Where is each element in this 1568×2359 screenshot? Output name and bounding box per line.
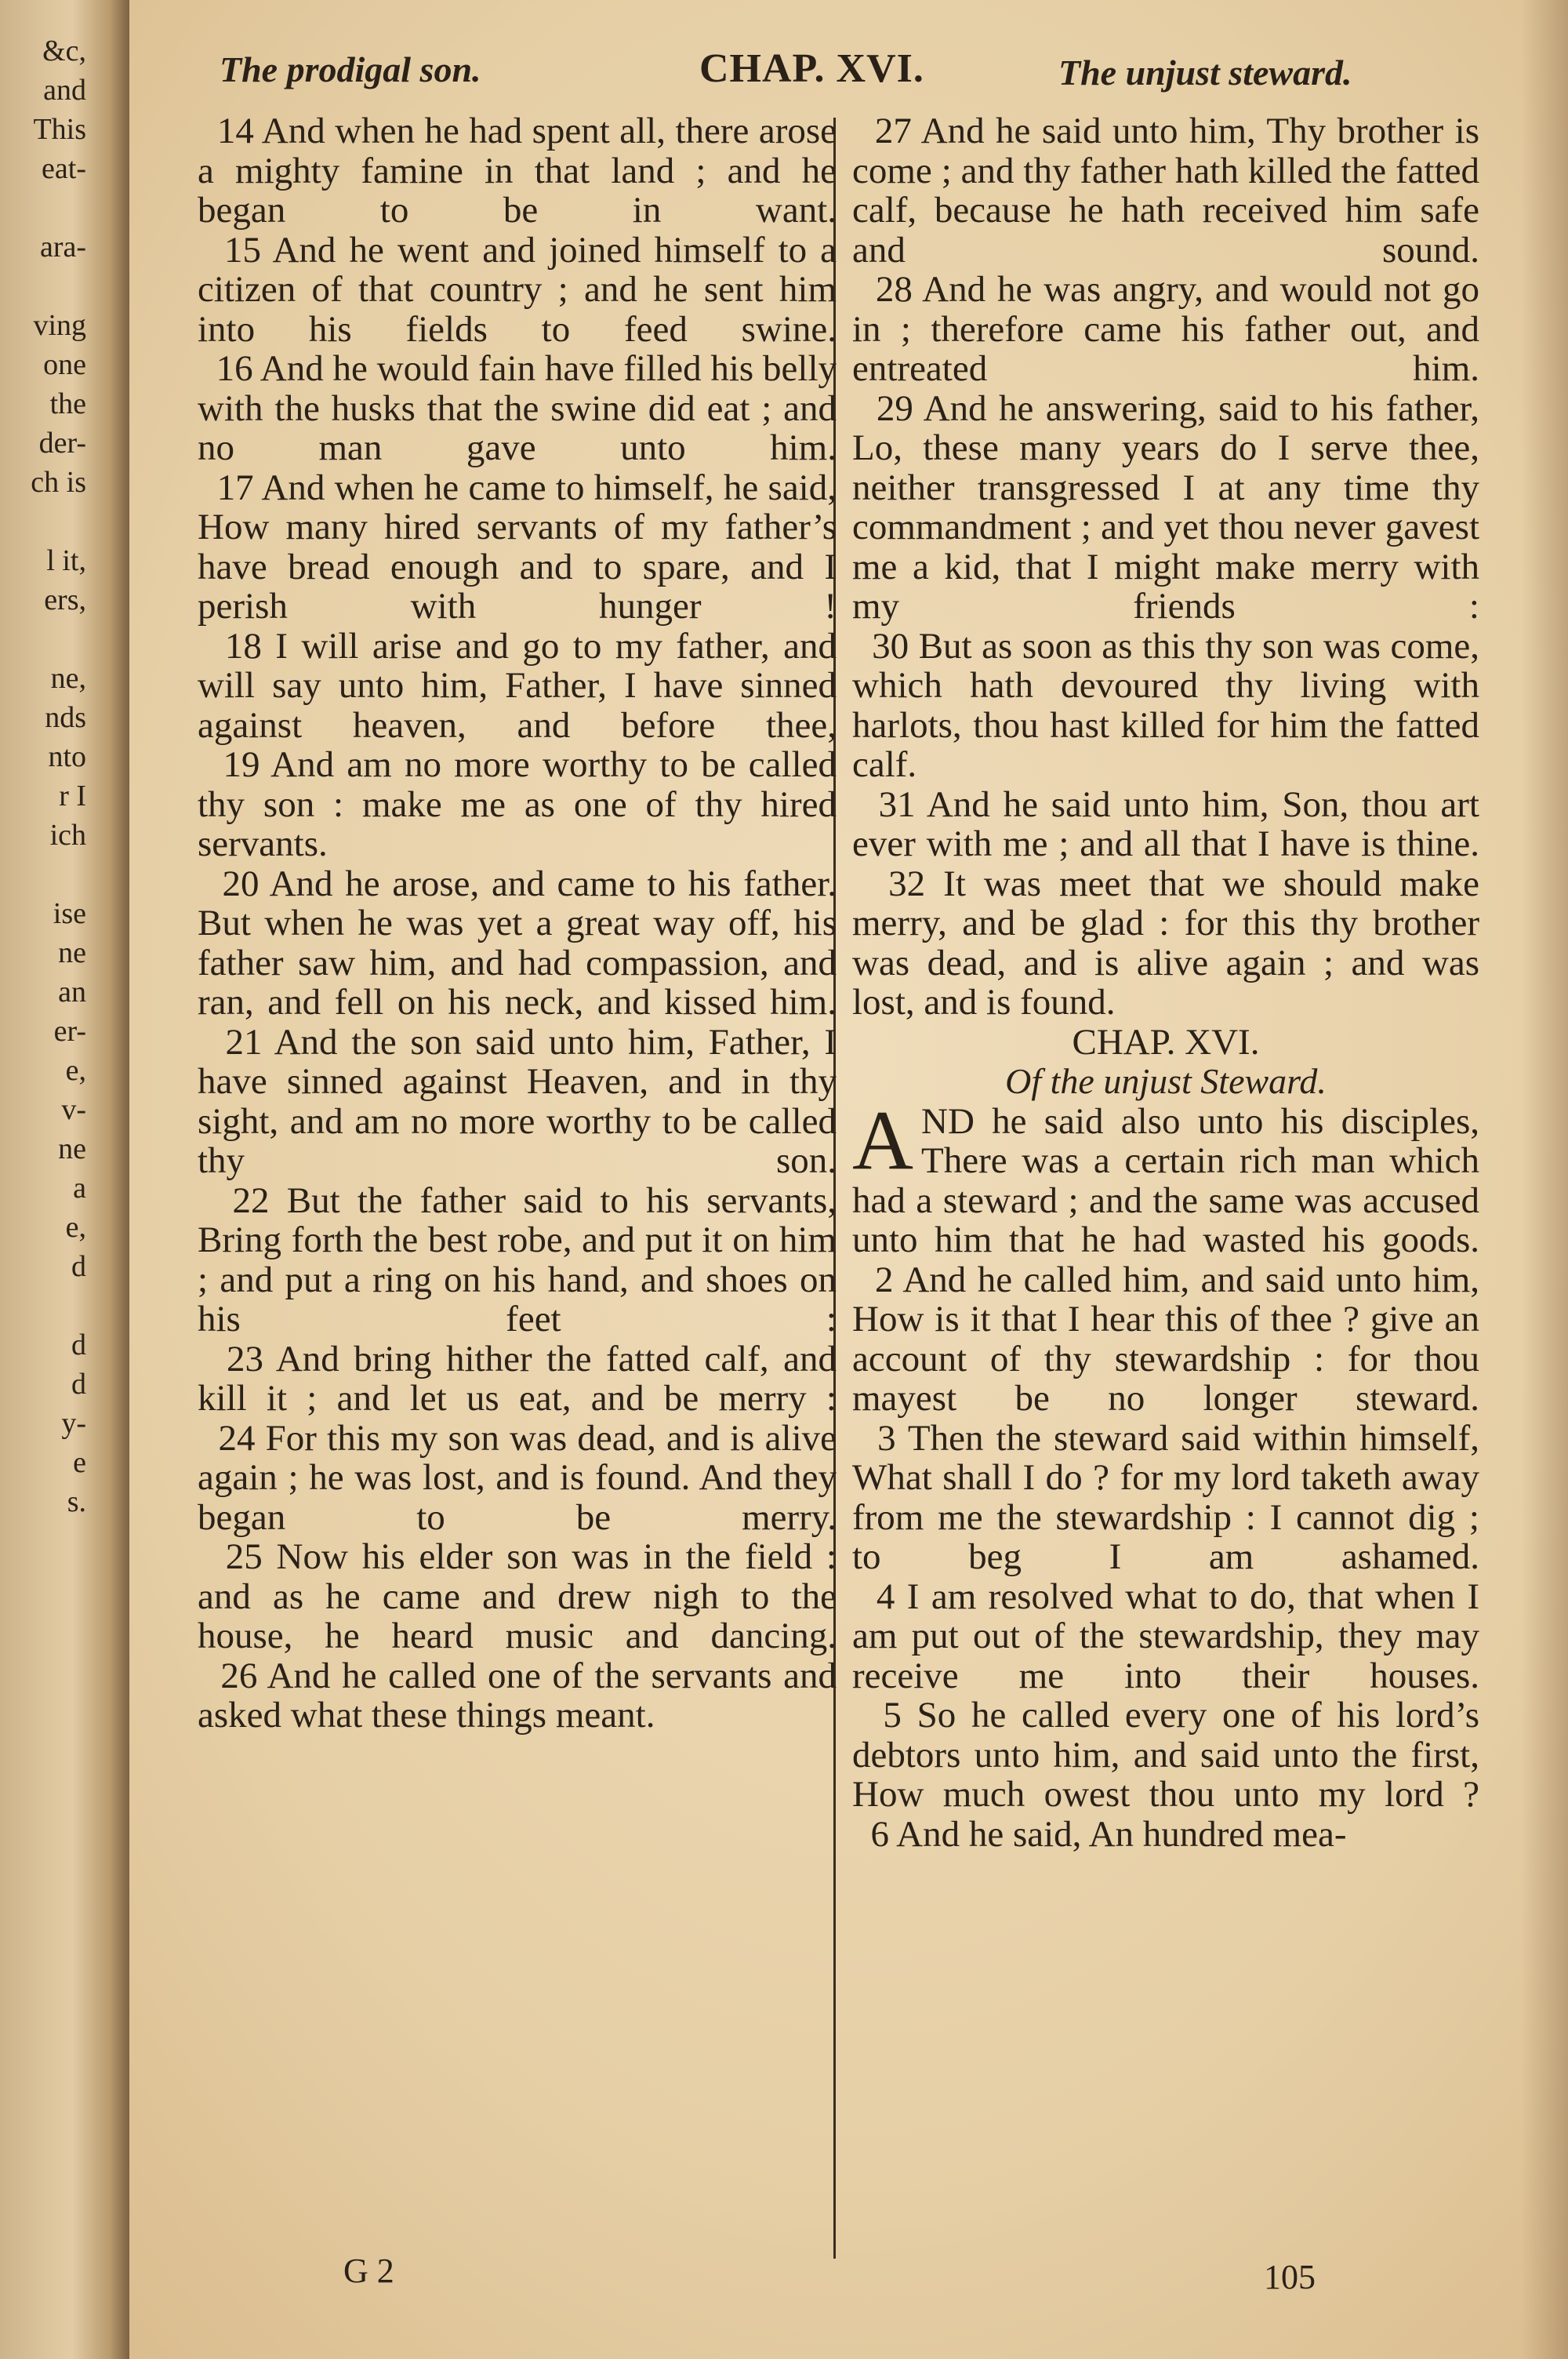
fragment-line: nto: [48, 740, 86, 773]
verse: [198, 111, 837, 231]
verse-text: And he was angry, and would not go in ; therefore came his father out, and entreated him.: [852, 269, 1479, 389]
fragment-line: a: [73, 1172, 86, 1205]
verse: [198, 1023, 837, 1181]
header-chapter: CHAP. XVI.: [699, 46, 924, 91]
fragment-line: [0, 502, 94, 541]
fragment-line: &c,: [42, 35, 86, 67]
fragment-line: d: [71, 1250, 86, 1283]
verse: [198, 349, 837, 468]
verse-text: And he answering, said to his father, Lo, these many years do I serve thee, neither transgressed I at any time thy commandment ; and yet thou never gavest me a kid, that I might make merry with my friends :: [852, 387, 1479, 627]
verse-number: 20: [222, 863, 260, 904]
verse: [852, 864, 1479, 1023]
verse-number: 26: [220, 1655, 258, 1696]
verse-text: But as soon as this thy son was come, which hath devoured thy living with harlots, thou hast killed for him the fatted calf.: [852, 625, 1480, 785]
fragment-line: d: [71, 1329, 86, 1361]
verse: [852, 627, 1479, 785]
fragment-line: [0, 620, 94, 659]
verse-number: 18: [224, 625, 262, 667]
fragment-line: v-: [61, 1093, 86, 1126]
verse-number: 17: [216, 467, 254, 508]
verse-text: And when he came to himself, he said, How many hired servants of my father’s have bread enough and to spare, and I perish with hunger !: [198, 467, 837, 627]
fragment-line: This: [33, 113, 86, 146]
header-right: The unjust steward.: [1058, 53, 1352, 93]
fragment-line: ne: [58, 1132, 86, 1165]
verse: [198, 864, 837, 1023]
verse-number: 28: [875, 269, 913, 310]
fragment-line: one: [43, 348, 86, 381]
verse-text: Then the steward said within himself, What shall I do ? for my lord taketh away from me the stewardship : I cannot dig ; to beg I am ashamed.: [852, 1417, 1479, 1577]
previous-page-fragments: [0, 31, 94, 1521]
page-edge-shadow: [1521, 0, 1568, 2359]
fragment-line: ers,: [44, 583, 86, 616]
fragment-line: [0, 1286, 94, 1325]
running-header: [220, 46, 1474, 104]
fragment-line: eat-: [42, 152, 86, 185]
verse-text: Now his elder son was in the field : and as he came and drew nigh to the house, he heard music and dancing.: [198, 1536, 837, 1656]
verse-text: And he said, An hundred mea-: [896, 1813, 1347, 1855]
verse-text: And he called one of the servants and asked what these things meant.: [198, 1655, 837, 1736]
verse: [852, 111, 1479, 270]
fragment-line: an: [58, 976, 86, 1009]
verse-text: And am no more worthy to be called thy son : make me as one of thy hired servants.: [198, 744, 837, 864]
verse: [198, 627, 837, 746]
fragment-line: er-: [53, 1015, 86, 1048]
verse: [852, 389, 1479, 627]
verse-text: And he would fain have filled his belly with the husks that the swine did eat ; and no man gave unto him.: [198, 348, 837, 468]
fragment-line: r I: [59, 780, 86, 812]
fragment-line: s.: [67, 1485, 86, 1518]
verse-number: 23: [226, 1338, 263, 1379]
verse-number: 32: [888, 863, 926, 904]
right-column-verses: [852, 111, 1479, 1023]
verse: [198, 1419, 837, 1538]
verse-number: 30: [872, 625, 909, 667]
verse-number: 21: [225, 1021, 263, 1063]
verse: [852, 785, 1479, 864]
verse-text: And he said unto him, Thy brother is come ; and thy father hath killed the fatted calf, because he hath received him safe and sound.: [852, 111, 1479, 271]
verse-number: 5: [883, 1695, 902, 1736]
fragment-line: l it,: [46, 544, 86, 577]
drop-cap: A: [852, 1093, 913, 1187]
verse-text: For this my son was dead, and is alive again ; he was lost, and is found. And they began to be merry.: [198, 1417, 837, 1538]
verse: [198, 745, 837, 864]
fragment-line: nds: [45, 701, 86, 734]
verse-number: 14: [216, 111, 254, 151]
verse-text: And he went and joined himself to a citizen of that country ; and he sent him into his fields to feed swine.: [198, 229, 837, 350]
verse: [852, 1260, 1479, 1419]
verse: [198, 1537, 837, 1656]
verse-text: So he called every one of his lord’s debtors unto him, and said unto the first, How much owest thou unto my lord ?: [852, 1695, 1480, 1815]
verse-number: 3: [877, 1417, 896, 1459]
verse-text: I will arise and go to my father, and will say unto him, Father, I have sinned against heaven, and before thee,: [198, 625, 837, 746]
chapter-first-verse: [852, 1093, 1479, 1260]
verse: [198, 1181, 837, 1339]
left-column: [198, 111, 837, 1736]
verse: [852, 1815, 1479, 1855]
signature-mark: G 2: [343, 2252, 394, 2290]
verse-text: And when he had spent all, there arose a mighty famine in that land ; and he began to be in want.: [198, 111, 837, 231]
verse-text: And he arose, and came to his father. But when he was yet a great way off, his father saw him, and had compassion, and ran, and fell on his neck, and kissed him.: [198, 863, 837, 1023]
verse-number: 6: [870, 1813, 889, 1855]
verse-number: 19: [223, 744, 260, 785]
fragment-line: ving: [33, 309, 86, 342]
fragment-line: [0, 188, 94, 227]
fragment-line: [0, 267, 94, 306]
header-left: The prodigal son.: [220, 49, 481, 89]
verse: [852, 270, 1479, 389]
fragment-line: ise: [53, 897, 86, 930]
verse-text: It was meet that we should make merry, and be glad : for this thy brother was dead, and is alive again ; and was lost, and is found.: [852, 863, 1480, 1023]
verse-text: But the father said to his servants, Bring forth the best robe, and put it on him ; and put a ring on his hand, and shoes on his feet :: [198, 1180, 837, 1339]
fragment-line: y-: [61, 1407, 86, 1440]
verse-number: 4: [876, 1576, 895, 1617]
verse: [198, 231, 837, 350]
fragment-line: ne,: [50, 662, 86, 695]
fragment-line: ich: [49, 819, 86, 852]
verse-number: 24: [218, 1417, 256, 1459]
verse-number: 16: [216, 348, 253, 389]
chapter-verses: [852, 1260, 1479, 1855]
verse-number: 27: [874, 111, 912, 151]
verse-number: 25: [225, 1536, 263, 1577]
verse: [198, 1656, 837, 1736]
verse-number: 29: [876, 387, 913, 429]
chapter-heading: CHAP. XVI.: [1072, 1021, 1260, 1063]
verse: [852, 1577, 1479, 1696]
fragment-line: ne: [58, 936, 86, 969]
fragment-line: e,: [65, 1054, 86, 1087]
fragment-line: the: [49, 387, 86, 420]
verse: [852, 1696, 1479, 1815]
right-column: [852, 111, 1479, 1854]
first-verse-text: ND he said also unto his disciples, There was a certain rich man which had a steward ; and the same was accused unto him that he had wasted his goods.: [852, 1100, 1479, 1260]
verse-number: 22: [232, 1180, 270, 1221]
verse-number: 15: [224, 229, 262, 271]
verse-number: 31: [878, 783, 916, 825]
verse-text: I am resolved what to do, that when I am put out of the stewardship, they may receive me into their houses.: [852, 1576, 1479, 1696]
chapter-subtitle: Of the unjust Steward.: [1005, 1061, 1327, 1101]
page-number: 105: [1264, 2258, 1316, 2296]
verse: [852, 1419, 1479, 1577]
verse-text: And he said unto him, Son, thou art ever with me ; and all that I have is thine.: [852, 783, 1479, 864]
verse: [198, 1339, 837, 1419]
fragment-line: d: [71, 1368, 86, 1401]
fragment-line: ara-: [39, 231, 86, 264]
verse-text: And bring hither the fatted calf, and kill it ; and let us eat, and be merry :: [198, 1338, 837, 1419]
fragment-line: ch is: [31, 466, 86, 499]
fragment-line: der-: [38, 427, 86, 460]
fragment-line: [0, 855, 94, 894]
verse-number: 2: [874, 1259, 894, 1300]
verse-text: And the son said unto him, Father, I have sinned against Heaven, and in thy sight, and am no more worthy to be called thy son.: [198, 1021, 837, 1181]
fragment-line: and: [43, 74, 86, 107]
fragment-line: e,: [65, 1211, 86, 1244]
verse: [198, 468, 837, 627]
verse-text: And he called him, and said unto him, How is it that I hear this of thee ? give an account of thy stewardship : for thou mayest be no longer steward.: [852, 1259, 1479, 1419]
fragment-line: e: [73, 1446, 86, 1479]
